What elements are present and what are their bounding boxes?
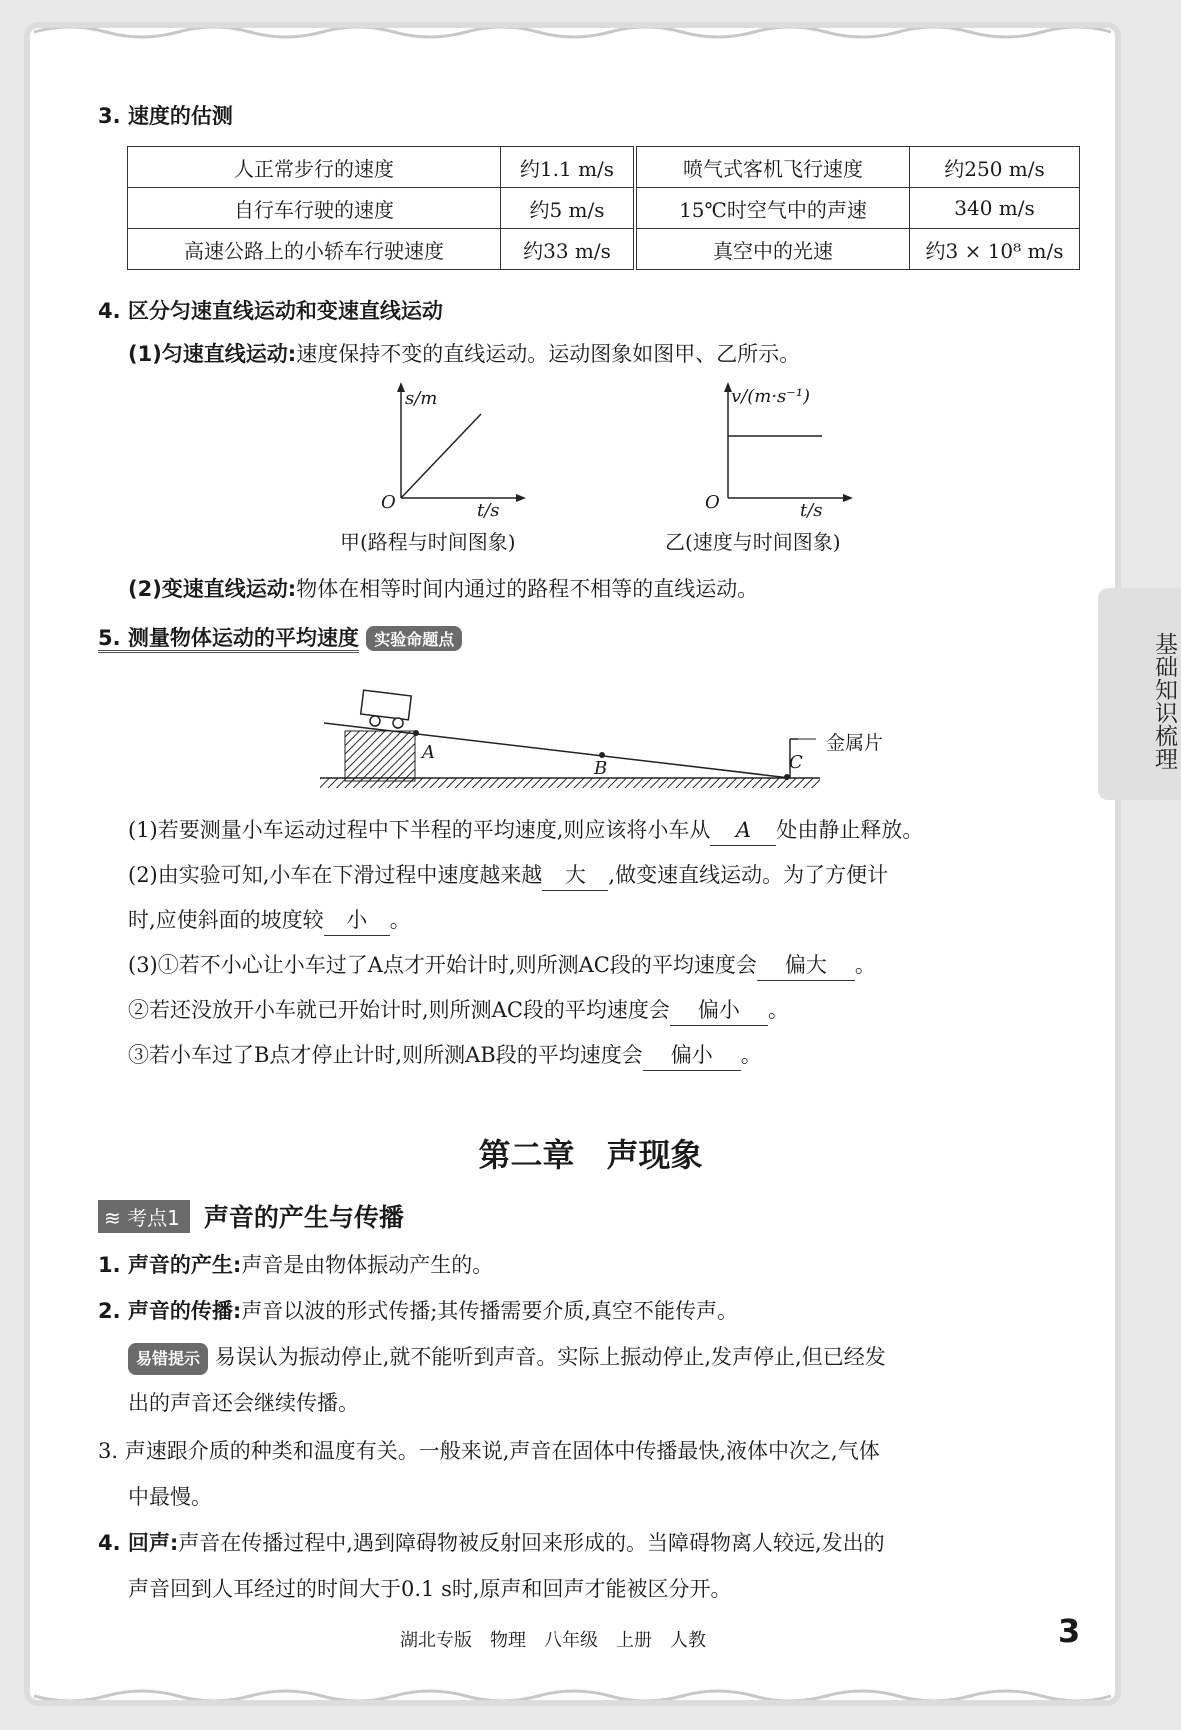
metal-plate-label: 金属片 — [826, 732, 884, 754]
incline-figure — [320, 685, 830, 795]
q1-text: (1)若要测量小车运动过程中下半程的平均速度,则应该将小车从 — [128, 818, 711, 842]
sound-item-4-label: 4. 回声: — [98, 1531, 179, 1555]
q3b-text: ②若还没放开小车就已开始计时,则所测AC段的平均速度会 — [128, 998, 670, 1022]
q2-text: (2)由实验可知,小车在下滑过程中速度越来越 — [128, 863, 543, 887]
sound-item-3-line1: 3. 声速跟介质的种类和温度有关。一般来说,声音在固体中传播最快,液体中次之,气体 — [98, 1439, 880, 1463]
sound-item-1-text: 声音是由物体振动产生的。 — [241, 1253, 494, 1277]
tip-text-1: 易误认为振动停止,就不能听到声音。实际上振动停止,发声停止,但已经发 — [214, 1345, 886, 1369]
kaodian-tag-wrap — [98, 1200, 190, 1233]
graph1-xlabel: t/s — [477, 500, 500, 521]
point-a-label: A — [422, 742, 435, 763]
graph1-origin: O — [381, 492, 396, 513]
graph-distance-time — [380, 380, 530, 520]
q3a-text: (3)①若不小心让小车过了A点才开始计时,则所测AC段的平均速度会 — [128, 953, 757, 977]
uniform-motion-label: (1)匀速直线运动: — [128, 342, 297, 366]
graph1-caption: 甲(路程与时间图象) — [340, 530, 516, 554]
q3a-text-end: 。 — [854, 953, 876, 977]
answer-blank: A — [710, 815, 776, 846]
answer-blank: 偏大 — [757, 950, 855, 981]
point-b-label: B — [594, 758, 608, 779]
sound-item-3-line2: 中最慢。 — [128, 1485, 212, 1509]
table-cell: 约33 m/s — [501, 229, 636, 270]
q2-text-mid: ,做变速直线运动。为了方便计 — [608, 863, 889, 887]
answer-blank: 偏小 — [670, 995, 768, 1026]
sound-item-2-label: 2. 声音的传播: — [98, 1299, 242, 1323]
table-cell: 真空中的光速 — [635, 229, 910, 270]
graph1-ylabel: s/m — [405, 388, 438, 409]
table-cell: 15℃时空气中的声速 — [635, 188, 910, 229]
page-number: 3 — [1058, 1612, 1081, 1650]
graph2-caption: 乙(速度与时间图象) — [665, 530, 841, 554]
kaodian-title: 声音的产生与传播 — [203, 1203, 404, 1232]
variable-motion-text: 物体在相等时间内通过的路程不相等的直线运动。 — [296, 577, 759, 601]
question-3a — [128, 950, 876, 981]
sound-item-4 — [98, 1528, 885, 1558]
chapter-title: 第二章 声现象 — [478, 1136, 703, 1174]
table-row — [128, 229, 1080, 270]
q3c-text-end: 。 — [740, 1043, 762, 1067]
section-3-heading: 3. 速度的估测 — [98, 104, 233, 128]
question-1 — [128, 815, 923, 846]
q2-text-end: 。 — [389, 908, 411, 932]
question-3c — [128, 1040, 762, 1071]
speed-table — [127, 146, 1080, 270]
graph2-ylabel: v/(m·s⁻¹) — [731, 386, 811, 407]
tip-line-1 — [128, 1342, 886, 1375]
sound-item-4-line2: 声音回到人耳经过的时间大于0.1 s时,原声和回声才能被区分开。 — [128, 1577, 732, 1601]
sound-item-2-text: 声音以波的形式传播;其传播需要介质,真空不能传声。 — [241, 1299, 739, 1323]
q2-text-line2: 时,应使斜面的坡度较 — [128, 908, 324, 932]
graph2-xlabel: t/s — [800, 500, 823, 521]
sound-item-1 — [98, 1250, 493, 1280]
table-cell: 约250 m/s — [910, 147, 1080, 188]
tip-tag: 易错提示 — [128, 1343, 208, 1375]
side-tab[interactable]: 基础知识梳理 — [1098, 588, 1181, 800]
q1-text-end: 处由静止释放。 — [776, 818, 924, 842]
variable-motion-paragraph — [128, 574, 758, 604]
sound-item-4-text: 声音在传播过程中,遇到障碍物被反射回来形成的。当障碍物离人较远,发出的 — [178, 1531, 885, 1555]
table-cell: 约5 m/s — [501, 188, 636, 229]
q3c-text: ③若小车过了B点才停止计时,则所测AB段的平均速度会 — [128, 1043, 643, 1067]
point-c-label: C — [789, 752, 803, 773]
table-cell: 喷气式客机飞行速度 — [635, 147, 910, 188]
experiment-tag: 实验命题点 — [366, 626, 462, 651]
kaodian-heading — [98, 1198, 404, 1234]
table-cell: 340 m/s — [910, 188, 1080, 229]
table-row — [128, 188, 1080, 229]
kaodian-tag: 考点1 — [127, 1205, 180, 1230]
answer-blank: 小 — [324, 905, 390, 936]
table-cell: 自行车行驶的速度 — [128, 188, 501, 229]
variable-motion-label: (2)变速直线运动: — [128, 577, 297, 601]
footer-text: 湖北专版 物理 八年级 上册 人教 — [400, 1630, 706, 1651]
table-cell: 约3 × 10⁸ m/s — [910, 229, 1080, 270]
cart-icon — [361, 690, 412, 728]
sound-item-1-label: 1. 声音的产生: — [98, 1253, 242, 1277]
table-cell: 高速公路上的小轿车行驶速度 — [128, 229, 501, 270]
uniform-motion-paragraph — [128, 339, 800, 369]
section-5-heading-row — [98, 622, 462, 652]
section-5-heading: 5. 测量物体运动的平均速度 — [98, 626, 359, 653]
graph2-origin: O — [705, 492, 720, 513]
wave-icon: ≋ — [104, 1205, 128, 1230]
section-4-heading: 4. 区分匀速直线运动和变速直线运动 — [98, 299, 443, 323]
sound-item-2 — [98, 1296, 738, 1326]
question-3b — [128, 995, 789, 1026]
uniform-motion-text: 速度保持不变的直线运动。运动图象如图甲、乙所示。 — [296, 342, 801, 366]
answer-blank: 大 — [542, 860, 608, 891]
answer-blank: 偏小 — [643, 1040, 741, 1071]
question-2 — [128, 860, 888, 891]
table-row — [128, 147, 1080, 188]
q3b-text-end: 。 — [767, 998, 789, 1022]
table-cell: 人正常步行的速度 — [128, 147, 501, 188]
question-2-line2 — [128, 905, 411, 936]
tip-text-2: 出的声音还会继续传播。 — [128, 1391, 359, 1415]
table-cell: 约1.1 m/s — [501, 147, 636, 188]
